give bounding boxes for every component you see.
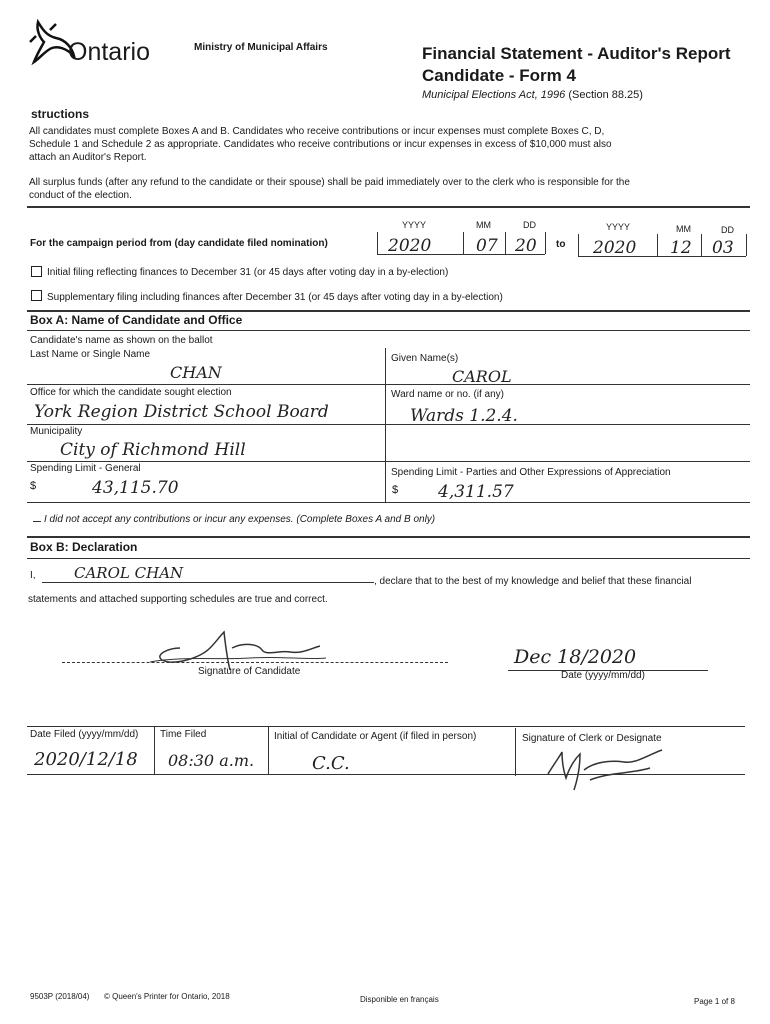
limit-parties-label: Spending Limit - Parties and Other Expressions of Appreciation (391, 467, 671, 478)
office-label: Office for which the candidate sought election (30, 387, 232, 398)
box-a-title: Box A: Name of Candidate and Office (30, 313, 243, 327)
to-month[interactable]: 12 (670, 238, 692, 258)
copyright: © Queen's Printer for Ontario, 2018 (104, 992, 230, 1001)
to-day-sep (746, 234, 747, 256)
time-filed-value[interactable]: 08:30 a.m. (168, 751, 255, 770)
ward-label: Ward name or no. (if any) (391, 389, 505, 400)
municipality-value[interactable]: City of Richmond Hill (60, 440, 246, 460)
no-contrib-checkbox-mark[interactable] (33, 513, 41, 522)
act-section: (Section 88.25) (568, 89, 643, 101)
from-month-sep (505, 232, 506, 254)
ward-value[interactable]: Wards 1.2.4. (410, 406, 518, 426)
from-year[interactable]: 2020 (388, 236, 432, 256)
box-a-top-rule (27, 310, 750, 312)
from-year-sep (463, 232, 464, 254)
act-name: Municipal Elections Act, 1996 (422, 89, 566, 101)
limit-general-label: Spending Limit - General (30, 463, 141, 474)
filing-table-bottom (27, 774, 745, 775)
period-yyyy-header-2: YYYY (606, 222, 631, 232)
municipality-rule (27, 461, 750, 462)
last-name-label: Last Name or Single Name (30, 349, 151, 360)
french-note: Disponible en français (360, 995, 439, 1004)
instructions-para1-line1: All candidates must complete Boxes A and B. Candidates who receive contributions or incur expenses must complete Boxes C, D, (29, 126, 605, 137)
divider (27, 206, 750, 208)
declaration-i: I, (30, 570, 36, 581)
no-contrib-label: I did not accept any contributions or incur any expenses. (Complete Boxes A and B only) (44, 514, 436, 525)
date-filed-label: Date Filed (yyyy/mm/dd) (30, 729, 139, 740)
limit-general-dollar: $ (30, 480, 37, 492)
initial-label: Initial of Candidate or Agent (if filed in person) (274, 731, 477, 742)
filing-col-2 (268, 726, 269, 774)
declaration-line2: statements and attached supporting schedules are true and correct. (28, 594, 328, 605)
from-date-underline (377, 254, 545, 255)
period-bracket (377, 232, 378, 254)
date-filed-value[interactable]: 2020/12/18 (34, 749, 138, 770)
office-rule (27, 424, 750, 425)
box-b-top-rule (27, 536, 750, 538)
to-year-sep (657, 234, 658, 256)
logo-text: Ontario (68, 38, 150, 66)
instructions-para1-line2: Schedule 1 and Schedule 2 as appropriate. Candidates who receive contributions or incur expenses in excess of $10,000 must also (29, 139, 612, 150)
from-day[interactable]: 20 (515, 236, 537, 256)
instructions-para1-line3: attach an Auditor's Report. (29, 152, 147, 163)
clerk-label: Signature of Clerk or Designate (522, 733, 662, 744)
period-yyyy-header: YYYY (402, 220, 427, 230)
limit-parties-dollar: $ (392, 484, 399, 496)
initial-filing-label: Initial filing reflecting finances to December 31 (or 45 days after voting day in a by-election) (47, 267, 449, 278)
supplementary-filing-label: Supplementary filing including finances after December 31 (or 45 days after voting day in a by-election) (47, 292, 503, 303)
box-b-title-rule (27, 558, 750, 559)
initial-filing-checkbox[interactable] (31, 266, 42, 277)
box-b-title: Box B: Declaration (30, 540, 138, 554)
period-mm-header: MM (476, 220, 491, 230)
declarant-underline (42, 582, 374, 583)
to-bracket (578, 234, 579, 256)
instructions-para2-line1: All surplus funds (after any refund to the candidate or their spouse) shall be paid immediately over to the clerk who is responsible for the (29, 177, 630, 188)
limit-general-value[interactable]: 43,115.70 (92, 478, 179, 498)
municipality-label: Municipality (30, 426, 83, 437)
box-a-column-divider (385, 348, 386, 503)
date-label: Date (yyyy/mm/dd) (561, 670, 645, 681)
to-month-sep (701, 234, 702, 256)
page-number: Page 1 of 8 (694, 997, 735, 1006)
signature-label: Signature of Candidate (198, 666, 301, 677)
initial-value[interactable]: C.C. (312, 753, 350, 774)
period-mm-header-2: MM (676, 224, 691, 234)
declaration-text: , declare that to the best of my knowledge and belief that these financial (374, 576, 692, 587)
to-day[interactable]: 03 (712, 238, 734, 258)
time-filed-label: Time Filed (160, 729, 207, 740)
ministry-name: Ministry of Municipal Affairs (194, 42, 328, 53)
declarant-name[interactable]: CAROL CHAN (74, 564, 184, 582)
form-title-line1: Financial Statement - Auditor's Report (422, 44, 731, 63)
period-label: For the campaign period from (day candidate filed nomination) (30, 238, 328, 249)
given-name-value[interactable]: CAROL (452, 367, 512, 386)
filing-col-1 (154, 726, 155, 774)
ballot-note: Candidate's name as shown on the ballot (30, 335, 213, 346)
office-value[interactable]: York Region District School Board (34, 402, 329, 422)
supplementary-filing-checkbox[interactable] (31, 290, 42, 301)
name-rule (27, 384, 750, 385)
given-name-label: Given Name(s) (391, 353, 459, 364)
instructions-para2-line2: conduct of the election. (29, 190, 132, 201)
act-reference (422, 89, 643, 101)
period-dd-header: DD (523, 220, 536, 230)
declaration-date[interactable]: Dec 18/2020 (514, 646, 637, 668)
limit-parties-value[interactable]: 4,311.57 (438, 482, 514, 502)
filing-table-top (27, 726, 745, 727)
period-dd-header-2: DD (721, 225, 734, 235)
box-a-title-rule (27, 330, 750, 331)
from-month[interactable]: 07 (476, 236, 498, 256)
form-title-line2: Candidate - Form 4 (422, 66, 576, 85)
clerk-signature[interactable] (540, 744, 670, 796)
to-date-underline (578, 256, 746, 257)
period-to: to (556, 239, 566, 250)
signature-line (62, 662, 448, 663)
last-name-value[interactable]: CHAN (170, 363, 222, 382)
to-year[interactable]: 2020 (593, 238, 637, 258)
filing-col-3 (515, 728, 516, 776)
limit-rule (27, 502, 750, 503)
instructions-heading: structions (31, 107, 90, 121)
from-day-sep (545, 232, 546, 254)
form-number: 9503P (2018/04) (30, 992, 90, 1001)
